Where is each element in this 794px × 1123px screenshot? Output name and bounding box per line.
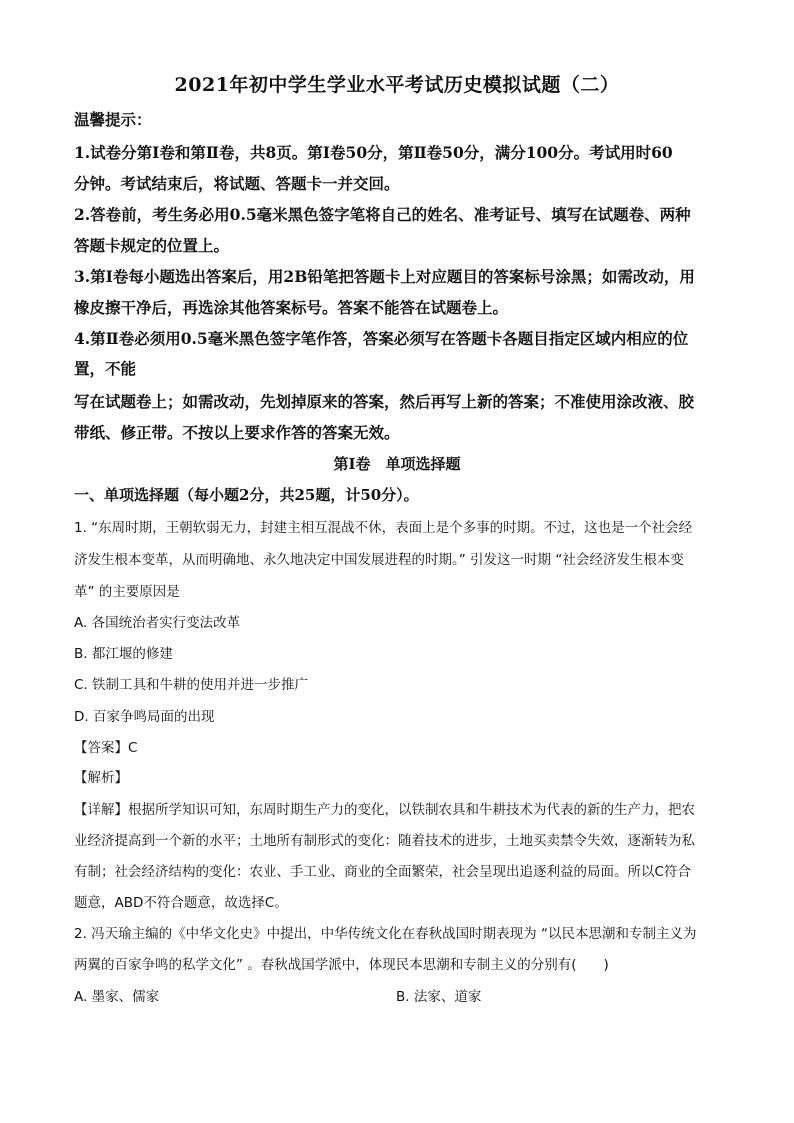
question-1-stem: 1. “东周时期，王朝软弱无力，封建主相互混战不休，表面上是个多事的时期。不过，这也是一个社会经 [74, 520, 693, 536]
notice-line: 置，不能 [74, 359, 137, 378]
notice-line: 带纸、修正带。不按以上要求作答的答案无效。 [74, 423, 400, 442]
question-2-option-a: A. 墨家、儒家 [74, 989, 160, 1005]
question-1-detail: 有制；社会经济结构的变化：农业、手工业、商业的全面繁荣，社会呈现出追逐利益的局面。所以C符合 [74, 864, 691, 880]
notice-line: 橡皮擦干净后，再选涂其他答案标号。答案不能答在试题卷上。 [74, 298, 509, 317]
notice-line: 3.第Ⅰ卷每小题选出答案后，用2B铅笔把答题卡上对应题目的答案标号涂黑；如需改动，用 [74, 267, 695, 286]
question-1-option-a: A. 各国统治者实行变法改革 [74, 615, 241, 631]
notice-heading: 温馨提示： [74, 110, 152, 129]
notice-line: 1.试卷分第Ⅰ卷和第Ⅱ卷，共8页。第Ⅰ卷50分，第Ⅱ卷50分，满分100分。考试用时60 [74, 143, 673, 162]
question-1-answer: 【答案】C [74, 740, 138, 756]
notice-line: 分钟。考试结束后，将试题、答题卡一并交回。 [74, 174, 400, 193]
question-2-stem: 2. 冯天瑜主编的《中华文化史》中提出，中华传统文化在春秋战国时期表现为 “以民本思潮和专制主义为 [74, 926, 697, 942]
question-2-option-b: B. 法家、道家 [396, 989, 482, 1005]
notice-line: 写在试题卷上；如需改动，先划掉原来的答案，然后再写上新的答案；不准使用涂改液、胶 [74, 392, 695, 411]
question-1-detail: 题意，ABD不符合题意，故选择C。 [74, 895, 288, 911]
question-1-detail: 业经济提高到一个新的水平；土地所有制形式的变化：随着技术的进步，土地买卖禁令失效，逐渐转为私 [74, 833, 695, 849]
section-title: 第Ⅰ卷 单项选择题 [333, 455, 461, 473]
question-2-stem: 两翼的百家争鸣的私学文化” 。春秋战国学派中，体现民本思潮和专制主义的分别有( ) [74, 957, 609, 973]
notice-line: 答题卡规定的位置上。 [74, 236, 230, 255]
question-1-option-b: B. 都江堰的修建 [74, 646, 173, 662]
notice-line: 4.第Ⅱ卷必须用0.5毫米黑色签字笔作答，答案必须写在答题卡各题目指定区域内相应的位 [74, 329, 689, 348]
question-1-option-c: C. 铁制工具和牛耕的使用并进一步推广 [74, 677, 309, 693]
question-1-analysis-heading: 【解析】 [74, 770, 128, 786]
question-1-option-d: D. 百家争鸣局面的出现 [74, 709, 215, 725]
question-1-detail: 【详解】根据所学知识可知，东周时期生产力的变化，以铁制农具和牛耕技术为代表的新的生产力，把农 [74, 802, 695, 818]
notice-line: 2.答卷前，考生务必用0.5毫米黑色签字笔将自己的姓名、准考证号、填写在试题卷、两种 [74, 205, 691, 224]
part-heading: 一、单项选择题（每小题2分，共25题，计50分）。 [74, 486, 419, 504]
page-title: 2021年初中学生学业水平考试历史模拟试题（二） [174, 74, 620, 96]
question-1-stem: 济发生根本变革，从而明确地、永久地决定中国发展进程的时期。” 引发这一时期 “社会经济发生根本变 [74, 552, 684, 568]
question-1-stem: 革” 的主要原因是 [74, 584, 180, 600]
